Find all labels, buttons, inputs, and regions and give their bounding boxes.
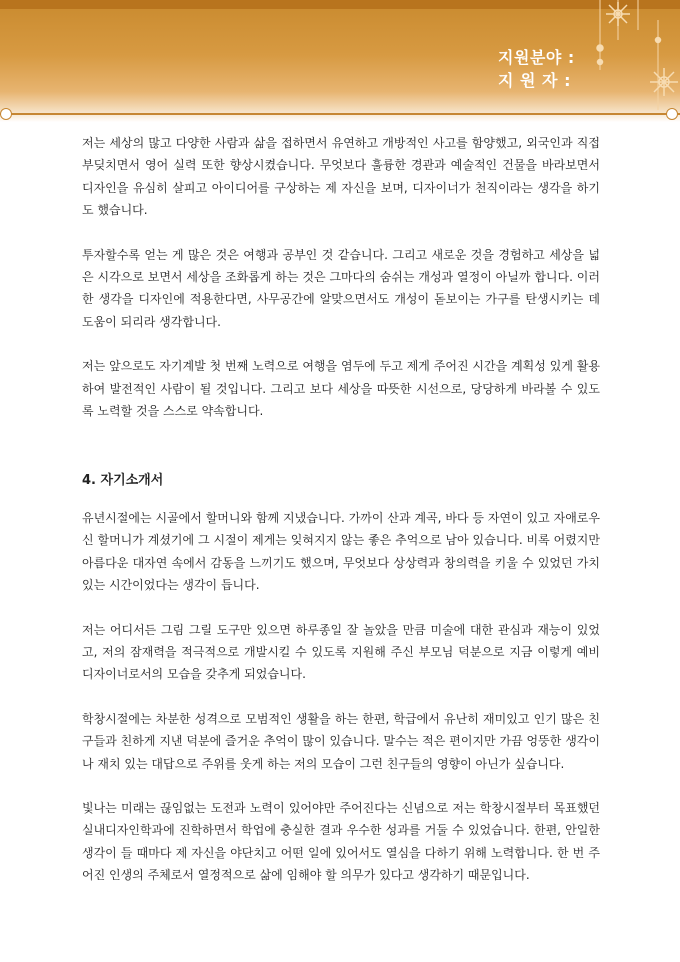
intro-paragraph-1: 저는 세상의 많고 다양한 사람과 삶을 접하면서 유연하고 개방적인 사고를 함양했고, 외국인과 직접 부딪치면서 영어 실력 또한 향상시켰습니다. 무엇보다 훌륭한 경관과 예술적인 건물을 바라보면서 디자인을 유심히 살피고 아이디어를 구상하는 제 자신을 보며, 디자이너가 천직이라는 생각을 하기도 했습니다. <box>82 136 600 218</box>
divider-right-dot <box>666 108 678 120</box>
document-body <box>82 132 600 909</box>
divider-left-dot <box>0 108 12 120</box>
header-banner <box>0 0 680 122</box>
intro-paragraph-2: 투자할수록 얻는 게 많은 것은 여행과 공부인 것 같습니다. 그리고 새로운 것을 경험하고 세상을 넓은 시각으로 보면서 세상을 조화롭게 하는 것은 그마다의 숨쉬는 개성과 열정이 아닐까 합니다. 이러한 생각을 디자인에 적용한다면, 사무공간에 알맞으면서도 개성이 돋보이는 가구를 탄생시키는 데 도움이 되리라 생각합니다. <box>82 247 600 329</box>
section-paragraph-3: 학창시절에는 차분한 성격으로 모범적인 생활을 하는 한편, 학급에서 유난히 재미있고 인기 많은 친구들과 친하게 지낸 덕분에 즐거운 추억이 많이 있습니다. 말수는 적은 편이지만 가끔 엉뚱한 생각이나 재치 있는 대답으로 주위를 웃게 하는 저의 모습이 그런 친구들의 영향이 아닌가 싶습니다. <box>82 711 600 771</box>
flower-decoration-icon <box>560 0 680 118</box>
field-label: 지원분야 : <box>498 48 575 67</box>
intro-paragraph-3: 저는 앞으로도 자기계발 첫 번째 노력으로 여행을 염두에 두고 제게 주어진 시간을 계획성 있게 활용하여 발전적인 사람이 될 것입니다. 그리고 보다 세상을 따뜻한 시선으로, 당당하게 바라볼 수 있도록 노력할 것을 스스로 약속합니다. <box>82 359 600 419</box>
section-paragraph-2: 저는 어디서든 그림 그릴 도구만 있으면 하루종일 잘 놀았을 만큼 미술에 대한 관심과 재능이 있었고, 저의 잠재력을 적극적으로 개발시킬 수 있도록 지원해 주신 부모님 덕분으로 지금 이렇게 예비 디자이너로서의 모습을 갖추게 되었습니다. <box>82 622 600 682</box>
section-heading: 4. 자기소개서 <box>82 473 164 489</box>
applicant-fields <box>498 46 575 92</box>
section-paragraph-4: 빛나는 미래는 끊임없는 도전과 노력이 있어야만 주어진다는 신념으로 저는 학창시절부터 목표했던 실내디자인학과에 진학하면서 학업에 충실한 결과 우수한 성과를 거둘 수 있었습니다. 한편, 안일한 생각이 들 때마다 제 자신을 야단치고 어떤 일에 있어서도 열심을 다하기 위해 노력합니다. 한 번 주어진 인생의 주체로서 열정적으로 삶에 임해야 할 의무가 있다고 생각하기 때문입니다. <box>82 800 600 883</box>
header-divider <box>0 113 680 115</box>
applicant-label: 지 원 자 : <box>498 71 571 90</box>
section-paragraph-1: 유년시절에는 시골에서 할머니와 함께 지냈습니다. 가까이 산과 계곡, 바다 등 자연이 있고 자애로우신 할머니가 계셨기에 그 시절이 제게는 잊혀지지 않는 좋은 추억으로 남아 있습니다. 비록 어렸지만 아름다운 대자연 속에서 감동을 느끼기도 했으며, 무엇보다 상상력과 창의력을 키울 수 있었던 가치 있는 시간이었다는 생각이 듭니다. <box>82 510 600 593</box>
